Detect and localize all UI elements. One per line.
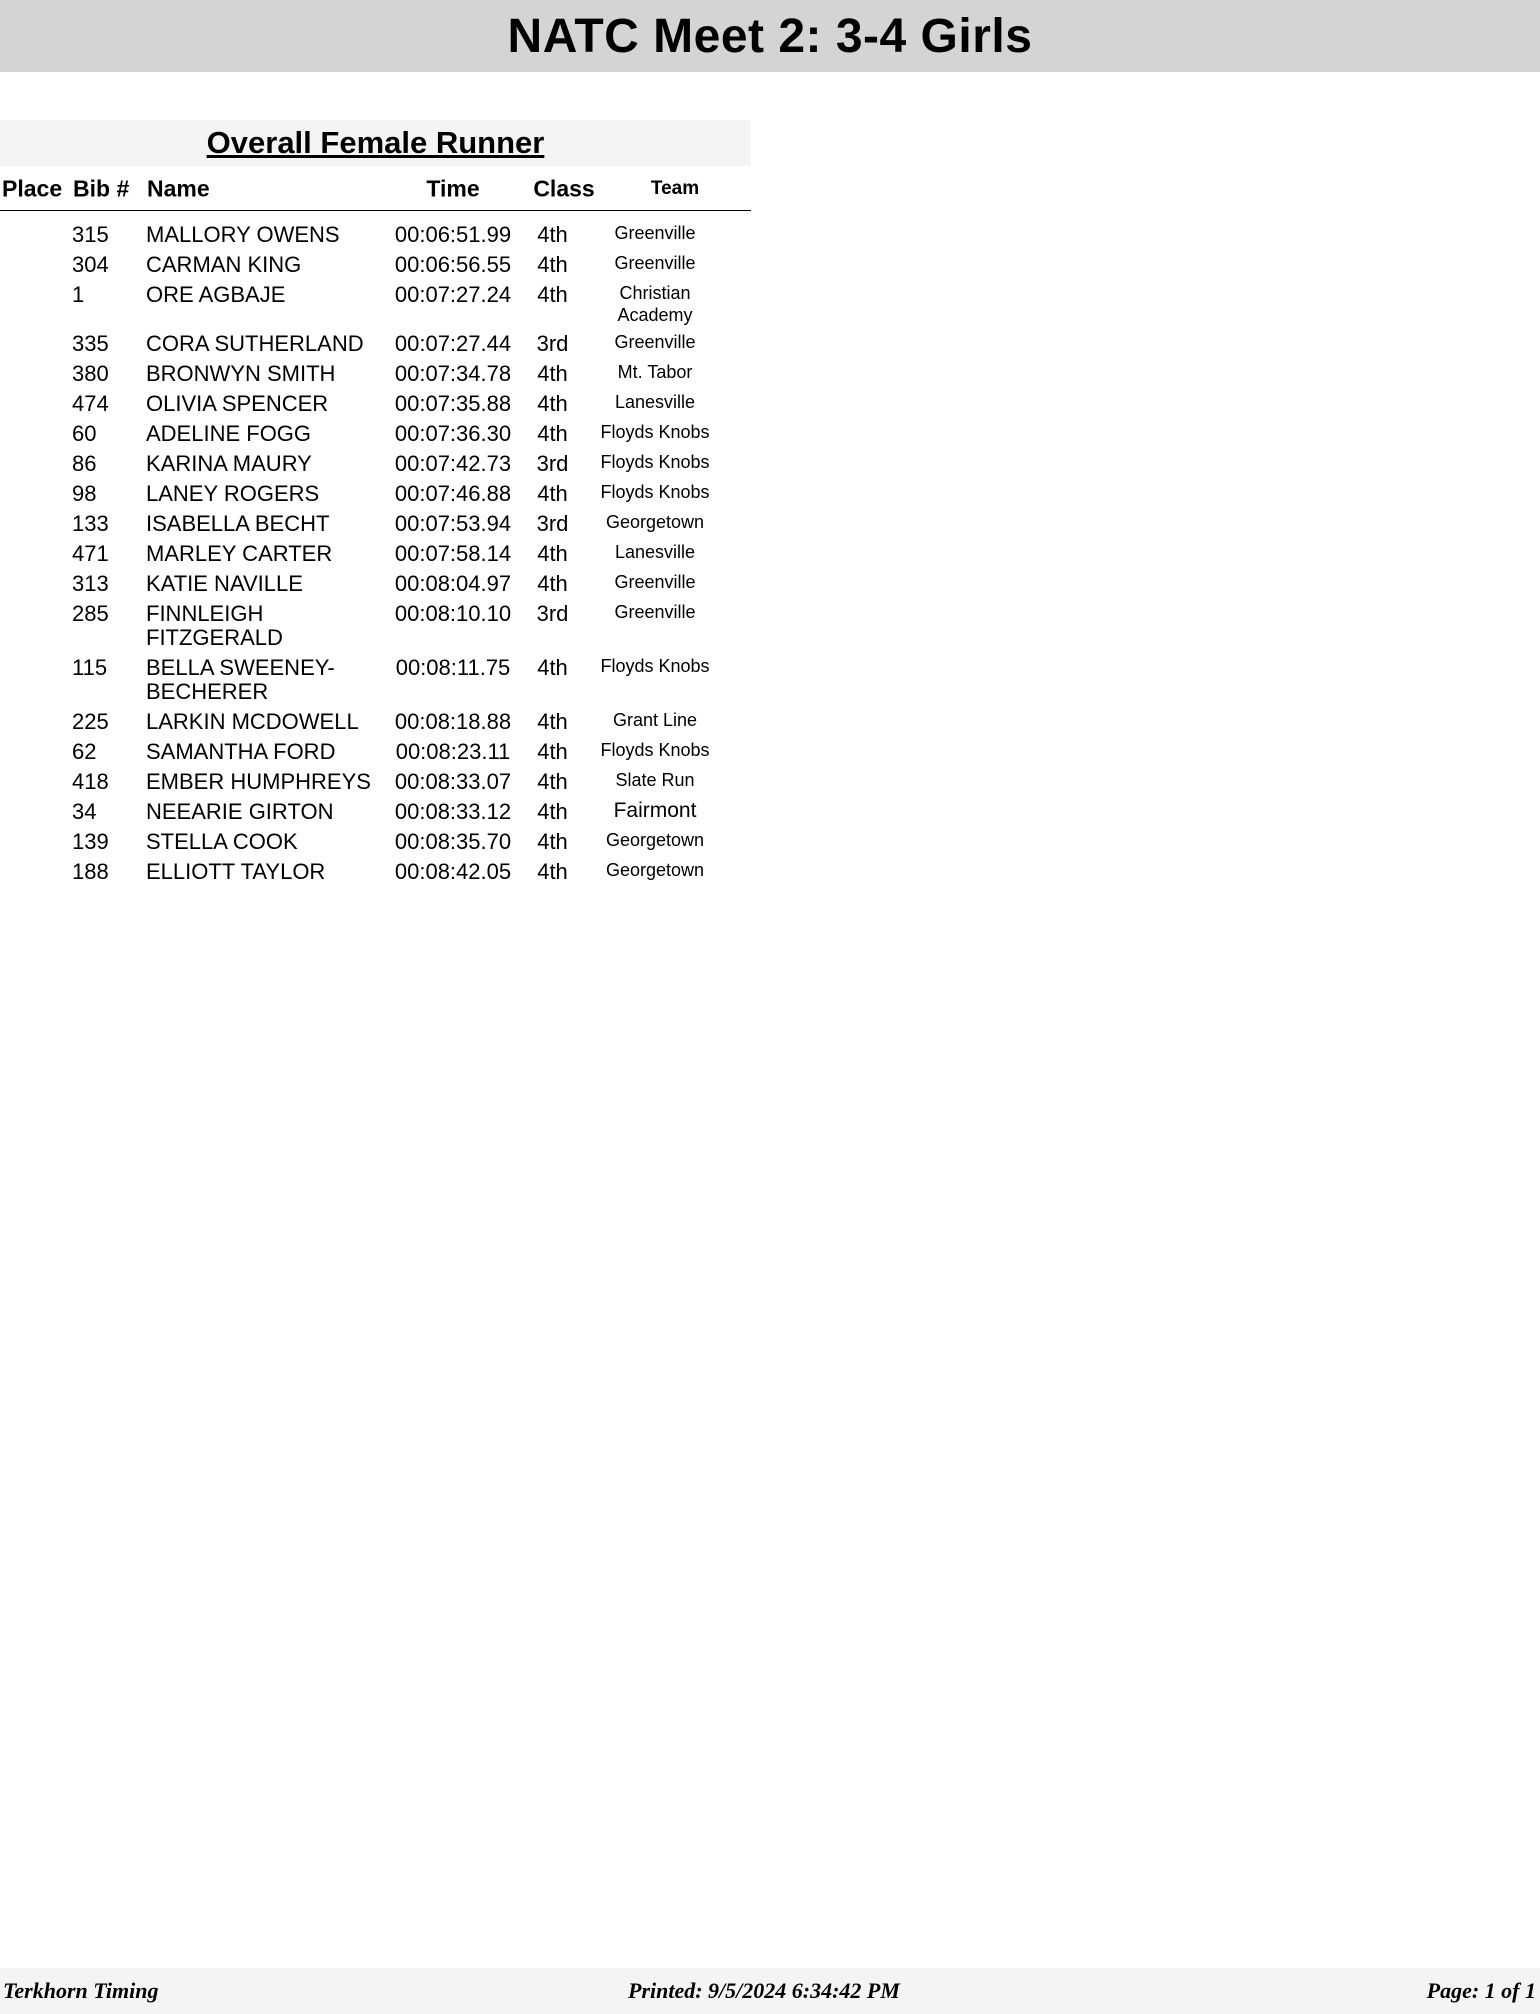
result-rows bbox=[0, 211, 751, 884]
team-cell: Slate Run bbox=[615, 770, 695, 790]
class-cell: 4th bbox=[537, 739, 568, 764]
column-header-name: Name bbox=[147, 175, 210, 202]
team-cell: Floyds Knobs bbox=[600, 482, 710, 502]
time-cell: 00:07:53.94 bbox=[394, 511, 512, 536]
bib-cell: 315 bbox=[72, 222, 109, 247]
time-cell: 00:07:34.78 bbox=[394, 361, 512, 386]
team-cell: Grant Line bbox=[612, 710, 698, 730]
title-bar bbox=[0, 0, 1540, 72]
column-header-row bbox=[0, 166, 751, 211]
bib-cell: 380 bbox=[72, 361, 109, 386]
team-cell: Christian Academy bbox=[617, 283, 693, 325]
name-cell: STELLA COOK bbox=[146, 829, 298, 854]
table-row bbox=[0, 650, 751, 704]
class-cell: 4th bbox=[537, 391, 568, 416]
team-cell: Georgetown bbox=[605, 860, 705, 880]
name-cell: LARKIN MCDOWELL bbox=[146, 709, 359, 734]
name-cell: LANEY ROGERS bbox=[146, 481, 320, 506]
table-row bbox=[0, 596, 751, 650]
class-cell: 4th bbox=[537, 252, 568, 277]
time-cell: 00:07:46.88 bbox=[394, 481, 512, 506]
team-cell: Greenville bbox=[614, 223, 696, 243]
name-cell: FINNLEIGH FITZGERALD bbox=[146, 601, 283, 650]
bib-cell: 313 bbox=[72, 571, 109, 596]
class-cell: 4th bbox=[537, 571, 568, 596]
table-row bbox=[0, 356, 751, 386]
table-row bbox=[0, 326, 751, 356]
footer bbox=[0, 1968, 1540, 2014]
team-cell: Lanesville bbox=[614, 392, 696, 412]
team-cell: Greenville bbox=[614, 332, 696, 352]
table-row bbox=[0, 824, 751, 854]
class-cell: 4th bbox=[537, 541, 568, 566]
name-cell: SAMANTHA FORD bbox=[146, 739, 336, 764]
name-cell: BELLA SWEENEY-BECHERER bbox=[146, 655, 335, 704]
table-row bbox=[0, 734, 751, 764]
table-row bbox=[0, 536, 751, 566]
time-cell: 00:08:23.11 bbox=[395, 739, 511, 764]
bib-cell: 304 bbox=[72, 252, 109, 277]
team-cell: Floyds Knobs bbox=[600, 656, 710, 676]
bib-cell: 335 bbox=[72, 331, 109, 356]
bib-cell: 60 bbox=[72, 421, 97, 446]
team-cell: Lanesville bbox=[614, 542, 696, 562]
team-cell: Mt. Tabor bbox=[617, 362, 693, 382]
team-cell: Floyds Knobs bbox=[600, 422, 710, 442]
team-cell: Greenville bbox=[614, 253, 696, 273]
table-row bbox=[0, 476, 751, 506]
team-cell: Floyds Knobs bbox=[600, 740, 710, 760]
time-cell: 00:07:36.30 bbox=[394, 421, 512, 446]
team-cell: Greenville bbox=[614, 572, 696, 592]
table-row bbox=[0, 217, 751, 247]
team-cell: Georgetown bbox=[605, 512, 705, 532]
name-cell: ORE AGBAJE bbox=[146, 282, 286, 307]
table-row bbox=[0, 386, 751, 416]
bib-cell: 133 bbox=[72, 511, 109, 536]
table-row bbox=[0, 704, 751, 734]
class-cell: 4th bbox=[537, 361, 568, 386]
name-cell: KATIE NAVILLE bbox=[146, 571, 303, 596]
name-cell: CORA SUTHERLAND bbox=[146, 331, 364, 356]
name-cell: CARMAN KING bbox=[146, 252, 302, 277]
table-row bbox=[0, 794, 751, 824]
time-cell: 00:07:58.14 bbox=[394, 541, 512, 566]
bib-cell: 139 bbox=[72, 829, 109, 854]
name-cell: MARLEY CARTER bbox=[146, 541, 333, 566]
table-row bbox=[0, 247, 751, 277]
time-cell: 00:08:33.07 bbox=[394, 769, 512, 794]
time-cell: 00:08:18.88 bbox=[394, 709, 512, 734]
name-cell: MALLORY OWENS bbox=[146, 222, 340, 247]
name-cell: OLIVIA SPENCER bbox=[146, 391, 329, 416]
bib-cell: 285 bbox=[72, 601, 109, 626]
bib-cell: 225 bbox=[72, 709, 109, 734]
team-cell: Georgetown bbox=[605, 830, 705, 850]
bib-cell: 471 bbox=[72, 541, 109, 566]
time-cell: 00:07:35.88 bbox=[394, 391, 512, 416]
class-cell: 4th bbox=[537, 769, 568, 794]
class-cell: 4th bbox=[537, 799, 568, 824]
table-row bbox=[0, 416, 751, 446]
class-cell: 3rd bbox=[536, 511, 569, 536]
table-row bbox=[0, 764, 751, 794]
table-row bbox=[0, 854, 751, 884]
time-cell: 00:07:42.73 bbox=[394, 451, 512, 476]
table-row bbox=[0, 566, 751, 596]
name-cell: ELLIOTT TAYLOR bbox=[146, 859, 326, 884]
footer-page-number: Page: 1 of 1 bbox=[1426, 1978, 1536, 2003]
time-cell: 00:07:27.24 bbox=[394, 282, 512, 307]
bib-cell: 115 bbox=[72, 655, 108, 680]
name-cell: EMBER HUMPHREYS bbox=[146, 769, 371, 794]
class-cell: 4th bbox=[537, 481, 568, 506]
class-cell: 4th bbox=[537, 859, 568, 884]
class-cell: 4th bbox=[537, 655, 568, 680]
bib-cell: 62 bbox=[72, 739, 97, 764]
name-cell: ISABELLA BECHT bbox=[146, 511, 330, 536]
class-cell: 4th bbox=[537, 421, 568, 446]
team-cell: Fairmont bbox=[613, 799, 697, 822]
bib-cell: 98 bbox=[72, 481, 97, 506]
column-header-bib: Bib # bbox=[73, 175, 130, 202]
team-cell: Greenville bbox=[614, 602, 696, 622]
class-cell: 4th bbox=[537, 709, 568, 734]
table-row bbox=[0, 446, 751, 476]
page-title: NATC Meet 2: 3-4 Girls bbox=[507, 9, 1033, 63]
class-cell: 4th bbox=[537, 282, 568, 307]
time-cell: 00:08:42.05 bbox=[394, 859, 512, 884]
bib-cell: 86 bbox=[72, 451, 97, 476]
bib-cell: 474 bbox=[72, 391, 109, 416]
time-cell: 00:08:10.10 bbox=[394, 601, 512, 626]
column-header-class: Class bbox=[533, 175, 595, 202]
column-header-place: Place bbox=[2, 175, 63, 202]
class-cell: 4th bbox=[537, 829, 568, 854]
time-cell: 00:08:04.97 bbox=[394, 571, 512, 596]
time-cell: 00:07:27.44 bbox=[394, 331, 512, 356]
name-cell: KARINA MAURY bbox=[146, 451, 312, 476]
class-cell: 3rd bbox=[536, 451, 569, 476]
footer-printed-date: Printed: 9/5/2024 6:34:42 PM bbox=[628, 1978, 900, 2003]
team-cell: Floyds Knobs bbox=[600, 452, 710, 472]
bib-cell: 1 bbox=[72, 282, 85, 307]
bib-cell: 34 bbox=[72, 799, 97, 824]
bib-cell: 418 bbox=[72, 769, 109, 794]
bib-cell: 188 bbox=[72, 859, 109, 884]
section-title: Overall Female Runner bbox=[0, 120, 751, 166]
time-cell: 00:08:35.70 bbox=[394, 829, 512, 854]
table-row bbox=[0, 277, 751, 326]
name-cell: BRONWYN SMITH bbox=[146, 361, 336, 386]
column-header-time: Time bbox=[426, 175, 480, 202]
results-table bbox=[0, 120, 751, 884]
column-header-team: Team bbox=[650, 177, 700, 199]
footer-timing-company: Terkhorn Timing bbox=[3, 1978, 159, 2003]
class-cell: 3rd bbox=[536, 331, 569, 356]
class-cell: 3rd bbox=[536, 601, 569, 626]
time-cell: 00:06:51.99 bbox=[394, 222, 512, 247]
name-cell: ADELINE FOGG bbox=[146, 421, 312, 446]
name-cell: NEEARIE GIRTON bbox=[146, 799, 334, 824]
time-cell: 00:06:56.55 bbox=[394, 252, 512, 277]
class-cell: 4th bbox=[537, 222, 568, 247]
table-row bbox=[0, 506, 751, 536]
time-cell: 00:08:11.75 bbox=[395, 655, 511, 680]
time-cell: 00:08:33.12 bbox=[394, 799, 512, 824]
